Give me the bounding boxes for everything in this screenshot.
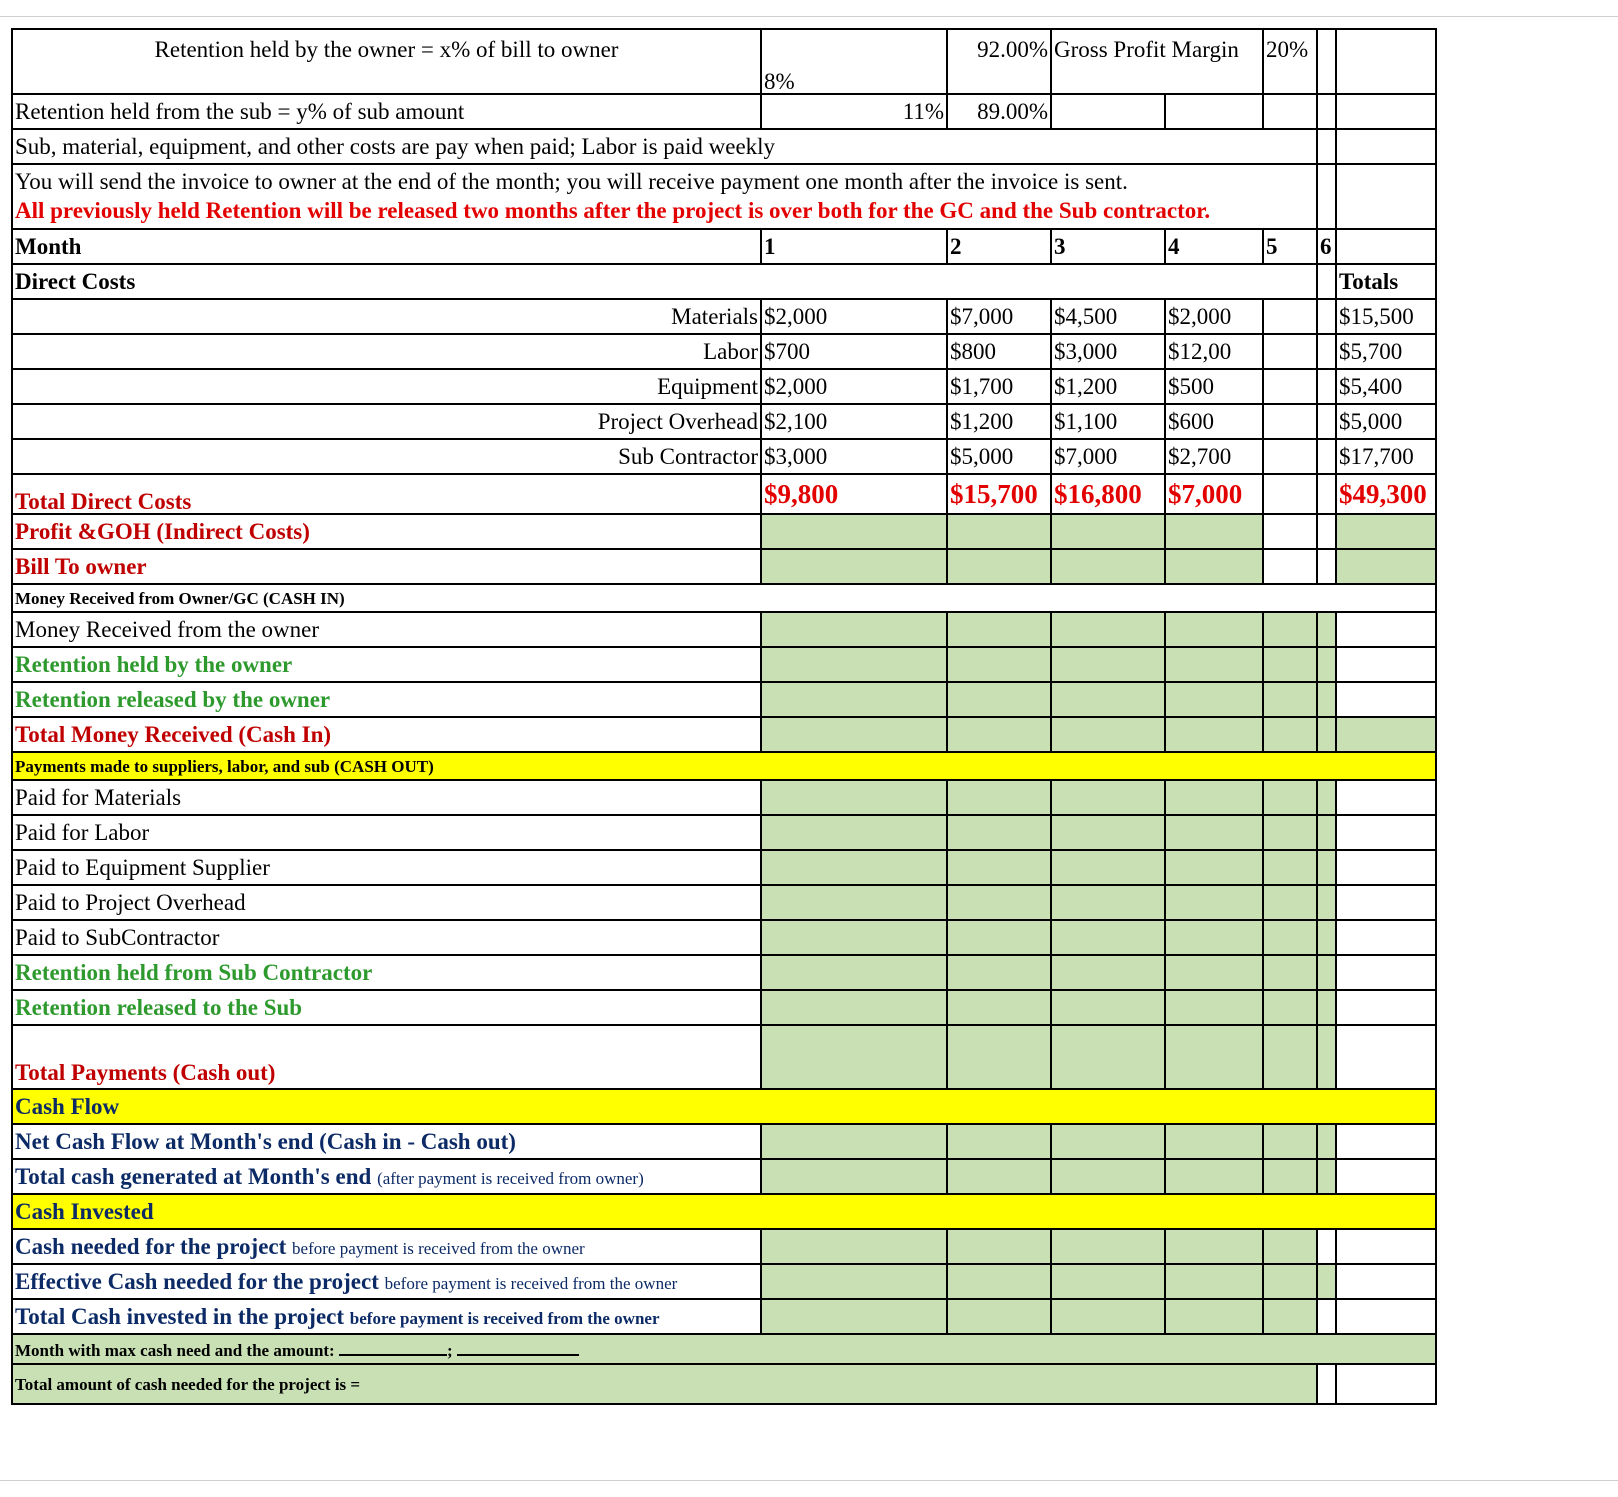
paid-materials-label: Paid for Materials bbox=[12, 780, 761, 815]
total-direct-m3[interactable]: $16,800 bbox=[1051, 474, 1165, 514]
max-cash-month-label: Month with max cash need and the amount: bbox=[15, 1340, 335, 1360]
bill-to-owner-label: Bill To owner bbox=[12, 549, 761, 584]
owner-retention-value[interactable]: 8% bbox=[761, 29, 947, 94]
net-cash-flow-row bbox=[12, 1124, 1436, 1159]
cost-m2[interactable]: $7,000 bbox=[947, 299, 1051, 334]
cash-flow-spreadsheet bbox=[11, 28, 1437, 1405]
cost-m4[interactable]: $12,00 bbox=[1165, 334, 1263, 369]
profit-goh-row bbox=[12, 514, 1436, 549]
cost-row-materials bbox=[12, 299, 1436, 334]
paid-sub-row bbox=[12, 920, 1436, 955]
paid-equipment-row bbox=[12, 850, 1436, 885]
retention-held-owner-row bbox=[12, 647, 1436, 682]
profit-goh-label: Profit &GOH (Indirect Costs) bbox=[12, 514, 761, 549]
cost-m1[interactable]: $3,000 bbox=[761, 439, 947, 474]
cash-needed-row bbox=[12, 1229, 1436, 1264]
paid-equipment-label: Paid to Equipment Supplier bbox=[12, 850, 761, 885]
totals-header: Totals bbox=[1336, 264, 1436, 299]
cash-needed-label bbox=[12, 1229, 761, 1264]
sub-retention-label: Retention held from the sub = y% of sub amount bbox=[12, 94, 761, 129]
cost-label: Labor bbox=[12, 334, 761, 369]
direct-costs-label: Direct Costs bbox=[12, 264, 1317, 299]
month-label: Month bbox=[12, 229, 761, 264]
cost-m1[interactable]: $2,100 bbox=[761, 404, 947, 439]
month-3: 3 bbox=[1051, 229, 1165, 264]
total-cash-generated-text: Total cash generated at Month's end bbox=[15, 1164, 372, 1189]
max-month-separator: ; bbox=[446, 1340, 453, 1360]
total-direct-m4[interactable]: $7,000 bbox=[1165, 474, 1263, 514]
cost-m3[interactable]: $3,000 bbox=[1051, 334, 1165, 369]
owner-retention-label: Retention held by the owner = x% of bill to owner bbox=[12, 29, 761, 94]
max-month-blank[interactable] bbox=[339, 1340, 447, 1356]
paid-overhead-label: Paid to Project Overhead bbox=[12, 885, 761, 920]
money-received-row bbox=[12, 612, 1436, 647]
cost-m2[interactable]: $800 bbox=[947, 334, 1051, 369]
paid-overhead-row bbox=[12, 885, 1436, 920]
cost-total[interactable]: $15,500 bbox=[1336, 299, 1436, 334]
effective-cash-needed-row bbox=[12, 1264, 1436, 1299]
effective-cash-needed-label bbox=[12, 1264, 761, 1299]
cost-m3[interactable]: $4,500 bbox=[1051, 299, 1165, 334]
total-direct-m2[interactable]: $15,700 bbox=[947, 474, 1051, 514]
cost-row-sub-contractor bbox=[12, 439, 1436, 474]
cost-m3[interactable]: $1,200 bbox=[1051, 369, 1165, 404]
total-cash-generated-row bbox=[12, 1159, 1436, 1194]
cash-flow-header: Cash Flow bbox=[12, 1089, 1436, 1124]
month-1: 1 bbox=[761, 229, 947, 264]
sub-retention-value[interactable]: 11% bbox=[761, 94, 947, 129]
cost-m4[interactable]: $600 bbox=[1165, 404, 1263, 439]
total-cash-invested-label bbox=[12, 1299, 761, 1334]
retention-release-note: All previously held Retention will be released two months after the project is over both for the GC and the Sub contractor. bbox=[15, 197, 1211, 223]
paid-sub-label: Paid to SubContractor bbox=[12, 920, 761, 955]
cost-m2[interactable]: $1,700 bbox=[947, 369, 1051, 404]
cost-label: Sub Contractor bbox=[12, 439, 761, 474]
retention-held-sub-row bbox=[12, 955, 1436, 990]
month-5: 5 bbox=[1263, 229, 1317, 264]
retention-released-owner-label: Retention released by the owner bbox=[12, 682, 761, 717]
total-cash-in-label: Total Money Received (Cash In) bbox=[12, 717, 761, 752]
total-direct-total[interactable]: $49,300 bbox=[1336, 474, 1436, 514]
pct-92[interactable]: 92.00% bbox=[947, 29, 1051, 94]
cost-m3[interactable]: $1,100 bbox=[1051, 404, 1165, 439]
cash-out-header: Payments made to suppliers, labor, and sub (CASH OUT) bbox=[12, 752, 1436, 780]
cost-m1[interactable]: $2,000 bbox=[761, 369, 947, 404]
total-cash-in-row bbox=[12, 717, 1436, 752]
retention-held-sub-label: Retention held from Sub Contractor bbox=[12, 955, 761, 990]
top-divider bbox=[0, 16, 1618, 17]
paid-labor-row bbox=[12, 815, 1436, 850]
cost-label: Equipment bbox=[12, 369, 761, 404]
cost-label: Project Overhead bbox=[12, 404, 761, 439]
net-cash-flow-label: Net Cash Flow at Month's end (Cash in - Cash out) bbox=[12, 1124, 761, 1159]
invoice-terms-note bbox=[12, 164, 1317, 229]
total-cash-out-row bbox=[12, 1025, 1436, 1089]
total-cash-out-label: Total Payments (Cash out) bbox=[12, 1025, 761, 1089]
cost-m4[interactable]: $500 bbox=[1165, 369, 1263, 404]
cost-label: Materials bbox=[12, 299, 761, 334]
cash-needed-text: Cash needed for the project bbox=[15, 1234, 287, 1259]
paid-materials-row bbox=[12, 780, 1436, 815]
total-cash-generated-label bbox=[12, 1159, 761, 1194]
cost-total[interactable]: $5,400 bbox=[1336, 369, 1436, 404]
gross-profit-label: Gross Profit Margin bbox=[1051, 29, 1263, 94]
cost-total[interactable]: $5,000 bbox=[1336, 404, 1436, 439]
cost-m2[interactable]: $1,200 bbox=[947, 404, 1051, 439]
retention-held-owner-label: Retention held by the owner bbox=[12, 647, 761, 682]
retention-released-sub-label: Retention released to the Sub bbox=[12, 990, 761, 1025]
effective-cash-needed-text: Effective Cash needed for the project bbox=[15, 1269, 379, 1294]
max-amount-blank[interactable] bbox=[457, 1340, 579, 1356]
cost-m1[interactable]: $2,000 bbox=[761, 299, 947, 334]
cost-total[interactable]: $5,700 bbox=[1336, 334, 1436, 369]
total-cash-invested-text: Total Cash invested in the project bbox=[15, 1304, 345, 1329]
retention-released-sub-row bbox=[12, 990, 1436, 1025]
bill-to-owner-row bbox=[12, 549, 1436, 584]
cost-m4[interactable]: $2,700 bbox=[1165, 439, 1263, 474]
month-6: 6 bbox=[1317, 229, 1336, 264]
invoice-terms-text: You will send the invoice to owner at the end of the month; you will receive payment one month after the invoice is sent. bbox=[15, 168, 1128, 194]
cost-row-equipment bbox=[12, 369, 1436, 404]
cost-m3[interactable]: $7,000 bbox=[1051, 439, 1165, 474]
cost-m1[interactable]: $700 bbox=[761, 334, 947, 369]
effective-cash-needed-note: before payment is received from the owner bbox=[384, 1274, 678, 1293]
total-cash-needed-value[interactable] bbox=[1336, 1364, 1436, 1404]
cost-m4[interactable]: $2,000 bbox=[1165, 299, 1263, 334]
pay-terms-note: Sub, material, equipment, and other costs are pay when paid; Labor is paid weekly bbox=[12, 129, 1317, 164]
paid-labor-label: Paid for Labor bbox=[12, 815, 761, 850]
total-direct-costs-row bbox=[12, 474, 1436, 514]
cash-needed-note: before payment is received from the owner bbox=[292, 1239, 585, 1258]
retention-released-owner-row bbox=[12, 682, 1436, 717]
gross-profit-value[interactable]: 20% bbox=[1263, 29, 1317, 94]
cost-total[interactable]: $17,700 bbox=[1336, 439, 1436, 474]
total-cash-needed-label: Total amount of cash needed for the project is = bbox=[12, 1364, 1317, 1404]
cash-in-header: Money Received from Owner/GC (CASH IN) bbox=[12, 584, 1436, 612]
cash-invested-header: Cash Invested bbox=[12, 1194, 1436, 1229]
cost-m2[interactable]: $5,000 bbox=[947, 439, 1051, 474]
cost-row-project-overhead bbox=[12, 404, 1436, 439]
total-direct-costs-label: Total Direct Costs bbox=[12, 474, 761, 514]
month-4: 4 bbox=[1165, 229, 1263, 264]
month-2: 2 bbox=[947, 229, 1051, 264]
total-cash-invested-note: before payment is received from the owner bbox=[349, 1309, 660, 1328]
total-cash-invested-row bbox=[12, 1299, 1436, 1334]
max-cash-month-row[interactable] bbox=[12, 1334, 1436, 1364]
pct-89[interactable]: 89.00% bbox=[947, 94, 1051, 129]
total-direct-m1[interactable]: $9,800 bbox=[761, 474, 947, 514]
money-received-label: Money Received from the owner bbox=[12, 612, 761, 647]
total-cash-generated-note: (after payment is received from owner) bbox=[377, 1169, 644, 1188]
bottom-divider bbox=[0, 1480, 1618, 1481]
cost-row-labor bbox=[12, 334, 1436, 369]
